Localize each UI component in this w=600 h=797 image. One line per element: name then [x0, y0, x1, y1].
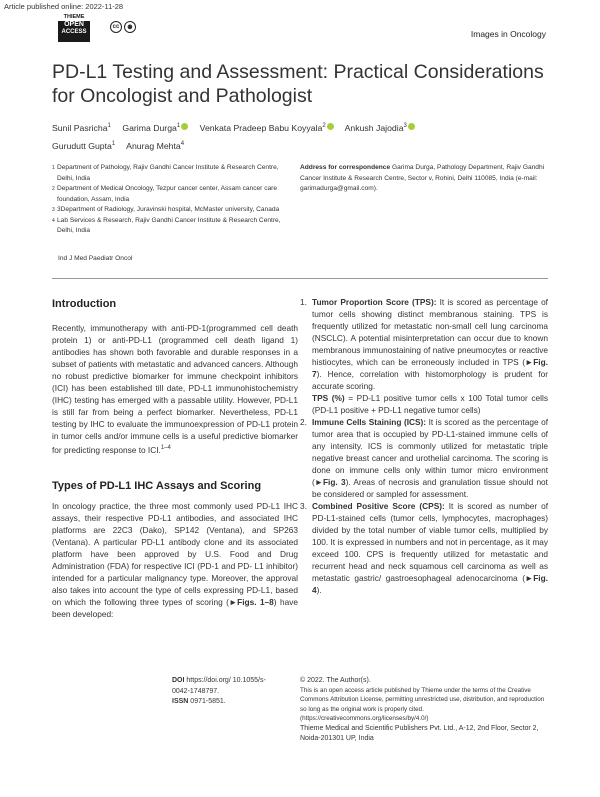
- license-text: This is an open access article published by Thieme under the terms of the Creative Commons Attribution License, permitting unrestricted use, distribution, and reproduction so long as the original work is properly cited. (https://creativecommons.org/licenses/by/4.0/): [300, 686, 545, 722]
- logo-line3: ACCESS: [61, 29, 87, 35]
- reference[interactable]: 1–4: [160, 445, 171, 451]
- section-heading-introduction: Introduction: [52, 298, 117, 310]
- affiliation: 2 Department of Medical Oncology, Tezpur cancer center, Assam cancer care foundation, Assam, India: [52, 185, 278, 203]
- header-divider: [52, 278, 548, 279]
- types-paragraph: In oncology practice, the three most commonly used PD-L1 IHC assays, their respective PD-L1 antibodies, and associated IHC platforms are 22C3 (Dako), SP142 (Ventana), and SP263 (Ventana). A particular PD-L1 antibody clone and its associated platform have been approved by U.S. Food and Drug Administration (FDA) for respective ICI (PD-1 and PD- L1 inhibitor) intended for a particular malignancy type. Moreover, the approval also takes into account the type of cells expressing PD-L1, based on which the following three types of scoring (►Figs. 1–8) have been developed:: [52, 501, 298, 619]
- figure-link[interactable]: ►Figs. 1–8: [228, 597, 274, 607]
- section-heading-types: Types of PD-L1 IHC Assays and Scoring: [52, 480, 262, 492]
- author[interactable]: Gurudutt Gupta$^1$: [52, 140, 116, 151]
- scoring-list: [300, 296, 548, 596]
- article-title: PD-L1 Testing and Assessment: Practical Considerations for Oncologist and Pathologist: [52, 61, 544, 107]
- author[interactable]: Venkata Pradeep Babu Koyyala$^2$: [200, 123, 334, 133]
- author[interactable]: Garima Durga$^1$: [122, 123, 188, 133]
- introduction-paragraph: Recently, immunotherapy with anti-PD-1(programmed cell death protein 1) or anti-PD-L1 (programmed cell death ligand 1) antibodies has shown both favorable and durable responses in a subset of patients with metastatic and advanced cancers. Although no robust predictive biomarker for immune checkpoint inhibitors (ICI) has been established till date, PD-L1 immunohistochemistry (IHC) testing has emerged with a passable utility. However, PD-L1 is still far from being a perfect biomarker. Nevertheless, PD-L1 testing by IHC to evaluate the immunoexpression of PD-L1 protein in tumor cells and/or immune cells is a useful predictive biomarker for predicting response to ICI.$^{1-4}$: [52, 323, 298, 455]
- license-icons: [110, 21, 136, 33]
- copyright-line: © 2022. The Author(s).: [300, 677, 371, 684]
- figure-link[interactable]: ►Fig. 7: [312, 357, 548, 379]
- list-item: 3. Combined Positive Score (CPS): It is scored as number of PD-L1-stained cells (tumor cells, lymphocytes, macrophages) divided by the total number of viable tumor cells, multiplied by 100. It is expressed in numbers and not in percentage, as it may exceed 100. CPS is frequently utilized for metastatic and recurrent head and neck squamous cell carcinoma as well as metastatic gastric/ gastroesophageal adenocarcinoma (►Fig. 4).: [300, 501, 548, 595]
- affiliation: 3 3Department of Radiology, Juravinski hospital, McMaster university, Canada: [52, 206, 280, 213]
- doi-block: DOI https://doi.org/ 10.1055/s-0042-1748797. ISSN 0971-5851.: [172, 677, 266, 705]
- orcid-icon[interactable]: [181, 123, 188, 130]
- journal-section: Images in Oncology: [470, 29, 546, 39]
- affiliation: 4 Lab Services & Research, Rajiv Gandhi Cancer Institute & Research Centre, Delhi, India: [52, 216, 281, 234]
- orcid-icon[interactable]: [408, 123, 415, 130]
- figure-link[interactable]: ►Fig. 3: [314, 477, 346, 487]
- journal-citation: Ind J Med Paediatr Oncol: [58, 255, 133, 262]
- affiliation: 1 Department of Pathology, Rajiv Gandhi Cancer Institute & Research Centre, Delhi, India: [52, 164, 279, 182]
- logo-line2: OPEN: [64, 21, 84, 28]
- author-list: [52, 118, 552, 154]
- correspondence: [300, 163, 548, 195]
- by-icon: ⚉: [124, 21, 136, 33]
- author[interactable]: Anurag Mehta$^4$: [126, 140, 185, 151]
- published-date: Article published online: 2022-11-28: [4, 2, 124, 11]
- copyright-block: [300, 676, 548, 744]
- publisher-address: Thieme Medical and Scientific Publishers Pvt. Ltd., A-12, 2nd Floor, Sector 2, Noida-201301 UP, India: [300, 724, 539, 742]
- list-item: 2. Immune Cells Staining (ICS): It is scored as the percentage of tumor area that is occupied by PD-L1-stained immune cells of any intensity. ICS is commonly utilized for metastatic triple negative breast cancer and urothelial carcinoma. The scoring is done on immune cells only within tumor micro environment (►Fig. 3). Areas of necrosis and granulation tissue should not be considered or sampled for assessment.: [300, 417, 549, 499]
- correspondence-text[interactable]: Garima Durga, Pathology Department, Rajiv Gandhi Cancer Institute & Research Centre, Sector v, Rohini, Delhi 110085, India (e-mail: garimadurga@gmail.com).: [300, 164, 545, 192]
- correspondence-label: Address for correspondence: [300, 164, 391, 171]
- list-item: 1. Tumor Proportion Score (TPS): It is scored as percentage of tumor cells showing distinct membranous staining. TPS is frequently utilized for metastatic non-small cell lung carcinoma (NSCLC). A potential misinterpretation can occur due to known membranous immunostaining of native pneumocytes or reactive histiocytes, which can be erroneously included in TPS (►Fig. 7). Hence, correlation with histomorphology is prudent for accurate scoring. TPS (%) = PD-L1 positive tumor cells x 100 Total tumor cells (PD-L1 positive + PD-L1 negative tumor cells): [300, 297, 548, 415]
- orcid-icon[interactable]: [327, 123, 334, 130]
- logo-line1: THIEME: [58, 14, 90, 21]
- cc-icon: cc: [110, 21, 122, 33]
- affiliations: [52, 163, 292, 237]
- thieme-open-access-logo: [58, 14, 90, 42]
- doi-link[interactable]: https://doi.org/ 10.1055/s-0042-1748797.: [172, 677, 266, 695]
- author[interactable]: Ankush Jajodia$^3$: [345, 123, 415, 133]
- author[interactable]: Sunil Pasricha$^1$: [52, 122, 111, 133]
- figure-link[interactable]: ►Fig. 4: [312, 573, 548, 595]
